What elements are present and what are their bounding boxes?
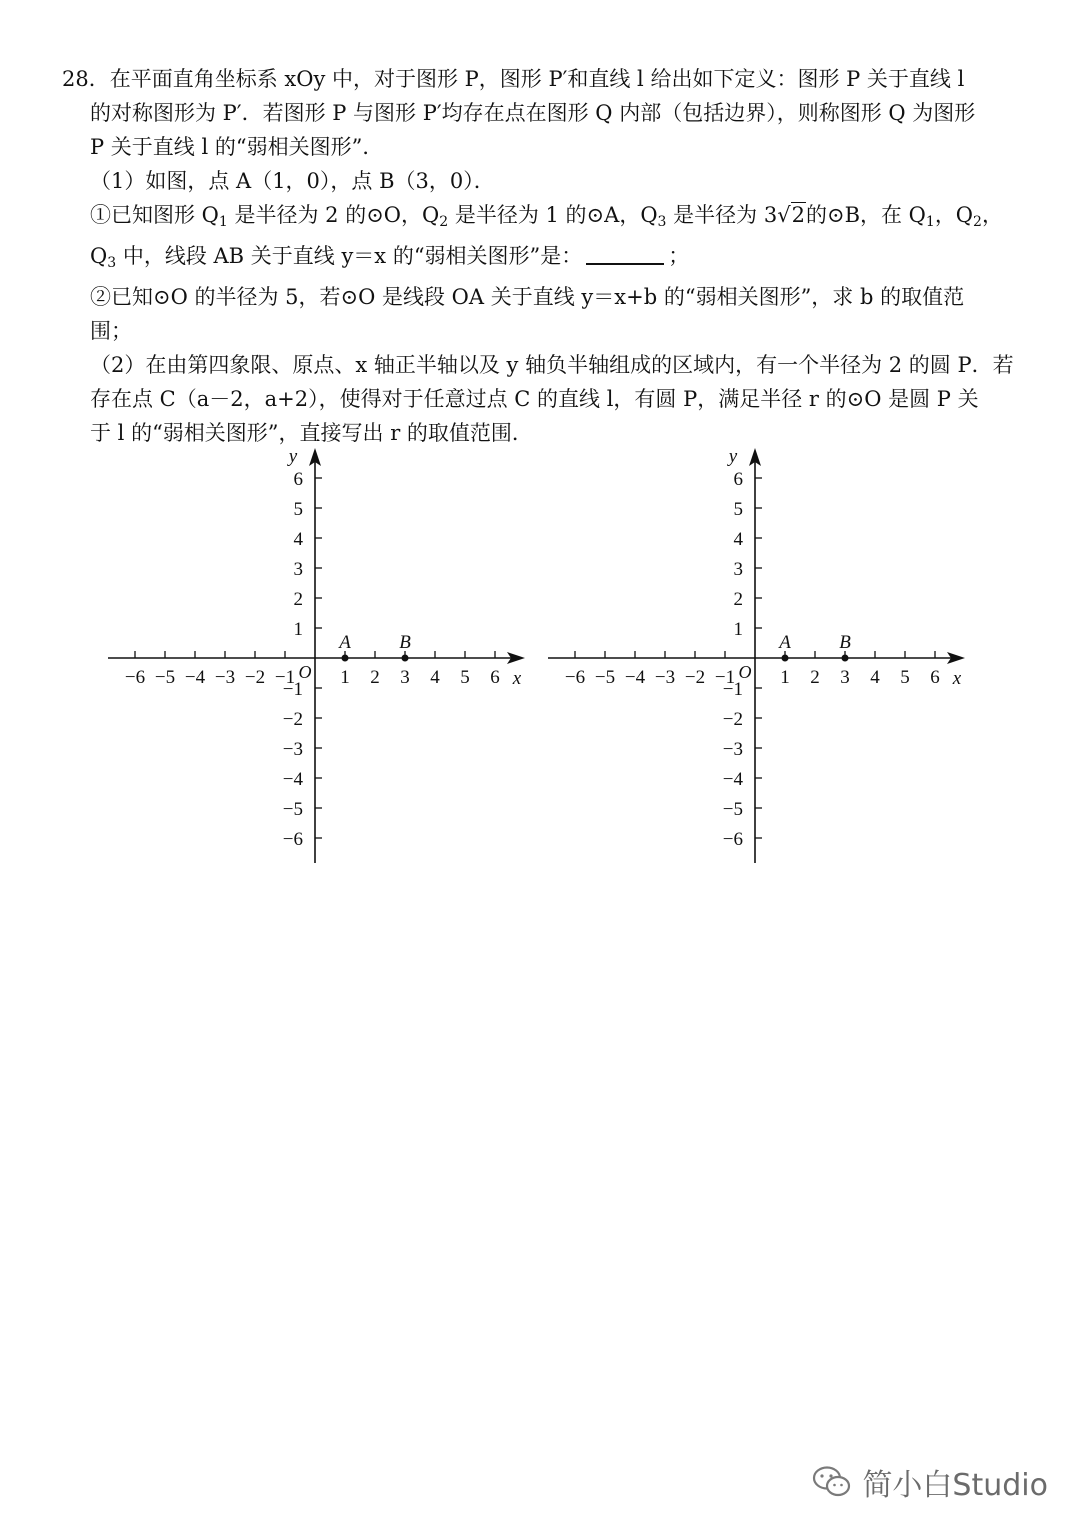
graph-1-x-axis-label: x bbox=[512, 668, 522, 689]
graph-1-x-tick-label: −1 bbox=[274, 667, 296, 688]
coordinate-graphs bbox=[100, 440, 980, 874]
graph-2-x-tick-label: 6 bbox=[930, 667, 940, 688]
part1-q2-line1: ②已知⊙O 的半径为 5，若⊙O 是线段 OA 关于直线 y＝x+b 的“弱相关图形”，求 b 的取值范 bbox=[90, 285, 965, 309]
graph-2-y-axis-label: y bbox=[728, 446, 738, 467]
graph-1-y-tick-label: 6 bbox=[293, 469, 303, 490]
graphs-svg bbox=[100, 440, 980, 870]
graph-1-point-B bbox=[402, 655, 409, 662]
graph-2-point-label-B: B bbox=[839, 632, 851, 653]
graph-2-y-tick-label: 2 bbox=[733, 589, 743, 610]
graph-1-x-tick-label: 3 bbox=[400, 667, 410, 688]
graph-2-x-tick-label: −2 bbox=[684, 667, 706, 688]
graph-2-origin-label: O bbox=[738, 662, 752, 682]
graph-2-x-tick-label: −4 bbox=[624, 667, 646, 688]
graph-1-y-tick-label: −4 bbox=[282, 769, 303, 790]
graph-2-x-tick-label: 1 bbox=[780, 667, 790, 688]
intro-line-1 bbox=[62, 62, 1030, 96]
graph-1-y-tick-label: −5 bbox=[282, 799, 303, 820]
graph-2-x-tick-label: −1 bbox=[714, 667, 736, 688]
intro-line-2: 的对称图形为 P′．若图形 P 与图形 P′均存在点在图形 Q 内部（包括边界），则称图形 Q 为图形 bbox=[90, 101, 976, 125]
graph-2-y-tick-label: 5 bbox=[733, 499, 743, 520]
graph-1-x-tick-label: −4 bbox=[184, 667, 206, 688]
part2-line1: （2）在由第四象限、原点、x 轴正半轴以及 y 轴负半轴组成的区域内，有一个半径为 2 的圆 P．若 bbox=[90, 353, 1014, 377]
graph-2-y-tick-label: −1 bbox=[722, 679, 743, 700]
part1-q1-line1: ①已知图形 $Q_1$ 是半径为 2 的⊙O，$Q_2$ 是半径为 1 的⊙A，$Q_3$ 是半径为 3√2的⊙B，在 $Q_1$，$Q_2$， bbox=[62, 198, 1030, 239]
part2-line3: 于 l 的“弱相关图形”，直接写出 r 的取值范围． bbox=[90, 421, 533, 445]
graph-1-x-tick-label: −3 bbox=[214, 667, 236, 688]
graph-2-x-tick-label: −3 bbox=[654, 667, 676, 688]
intro-line-3: P 关于直线 l 的“弱相关图形”． bbox=[90, 135, 384, 159]
part1-intro: （1）如图，点 A（1，0），点 B（3，0）． bbox=[90, 169, 495, 193]
part1-q2-line2: 围； bbox=[90, 319, 132, 343]
graph-1-y-tick-label: −6 bbox=[282, 829, 303, 850]
wechat-icon bbox=[812, 1465, 852, 1499]
graph-1-point-label-A: A bbox=[339, 632, 351, 653]
graph-1-x-tick-label: 1 bbox=[340, 667, 350, 688]
graph-2-x-tick-label: 4 bbox=[870, 667, 880, 688]
graph-2-y-tick-label: 4 bbox=[733, 529, 743, 550]
graph-1-x-tick-label: 4 bbox=[430, 667, 440, 688]
graph-1-x-tick-label: 2 bbox=[370, 667, 380, 688]
graph-2-x-tick-label: −5 bbox=[594, 667, 616, 688]
graph-1-x-tick-label: 5 bbox=[460, 667, 470, 688]
graph-1-y-tick-label: −1 bbox=[282, 679, 303, 700]
graph-2-y-tick-label: 6 bbox=[733, 469, 743, 490]
graph-1-y-tick-label: 2 bbox=[293, 589, 303, 610]
graph-2-x-tick-label: 2 bbox=[810, 667, 820, 688]
graph-1-y-tick-label: −2 bbox=[282, 709, 303, 730]
graph-2-y-tick-label: 1 bbox=[733, 619, 743, 640]
part1-q1-line2: $Q_3$ 中，线段 AB 关于直线 y＝x 的“弱相关图形”是： ； bbox=[90, 244, 690, 271]
intro-text-1: 在平面直角坐标系 xOy 中，对于图形 P，图形 P′和直线 l 给出如下定义：图形 P 关于直线 l bbox=[109, 67, 965, 91]
graph-1-y-tick-label: −3 bbox=[282, 739, 303, 760]
problem-28 bbox=[62, 62, 1030, 450]
graph-2-x-tick-label: 3 bbox=[840, 667, 850, 688]
graph-1-x-tick-label: −5 bbox=[154, 667, 176, 688]
graph-2-y-tick-label: −4 bbox=[722, 769, 743, 790]
part2-line2: 存在点 C（a－2，a+2），使得对于任意过点 C 的直线 l，有圆 P，满足半径 r 的⊙O 是圆 P 关 bbox=[90, 387, 979, 411]
graph-2-y-tick-label: −2 bbox=[722, 709, 743, 730]
graph-1-y-tick-label: 4 bbox=[293, 529, 303, 550]
graph-2-point-A bbox=[782, 655, 789, 662]
graph-2-x-tick-label: −6 bbox=[564, 667, 586, 688]
graph-2-y-tick-label: 3 bbox=[733, 559, 743, 580]
graph-1-y-tick-label: 1 bbox=[293, 619, 303, 640]
graph-1-y-tick-label: 3 bbox=[293, 559, 303, 580]
graph-1-point-label-B: B bbox=[399, 632, 411, 653]
graph-1-x-tick-label: −6 bbox=[124, 667, 146, 688]
graph-2-point-B bbox=[842, 655, 849, 662]
graph-1-point-A bbox=[342, 655, 349, 662]
watermark-text: 简小白Studio bbox=[862, 1468, 1048, 1503]
graph-2-x-axis-label: x bbox=[952, 668, 962, 689]
graph-1-origin-label: O bbox=[298, 662, 312, 682]
graph-1-x-tick-label: −2 bbox=[244, 667, 266, 688]
sqrt-expression: 3√2 bbox=[763, 203, 805, 227]
graph-1-x-tick-label: 6 bbox=[490, 667, 500, 688]
watermark bbox=[812, 1460, 1048, 1504]
problem-number: 28． bbox=[62, 67, 110, 91]
graph-2-x-tick-label: 5 bbox=[900, 667, 910, 688]
graph-2-point-label-A: A bbox=[779, 632, 791, 653]
graph-2-y-tick-label: −5 bbox=[722, 799, 743, 820]
graph-1-y-tick-label: 5 bbox=[293, 499, 303, 520]
graph-2-y-tick-label: −3 bbox=[722, 739, 743, 760]
answer-blank[interactable] bbox=[586, 243, 664, 265]
graph-2-y-tick-label: −6 bbox=[722, 829, 743, 850]
graph-1-y-axis-label: y bbox=[288, 446, 298, 467]
